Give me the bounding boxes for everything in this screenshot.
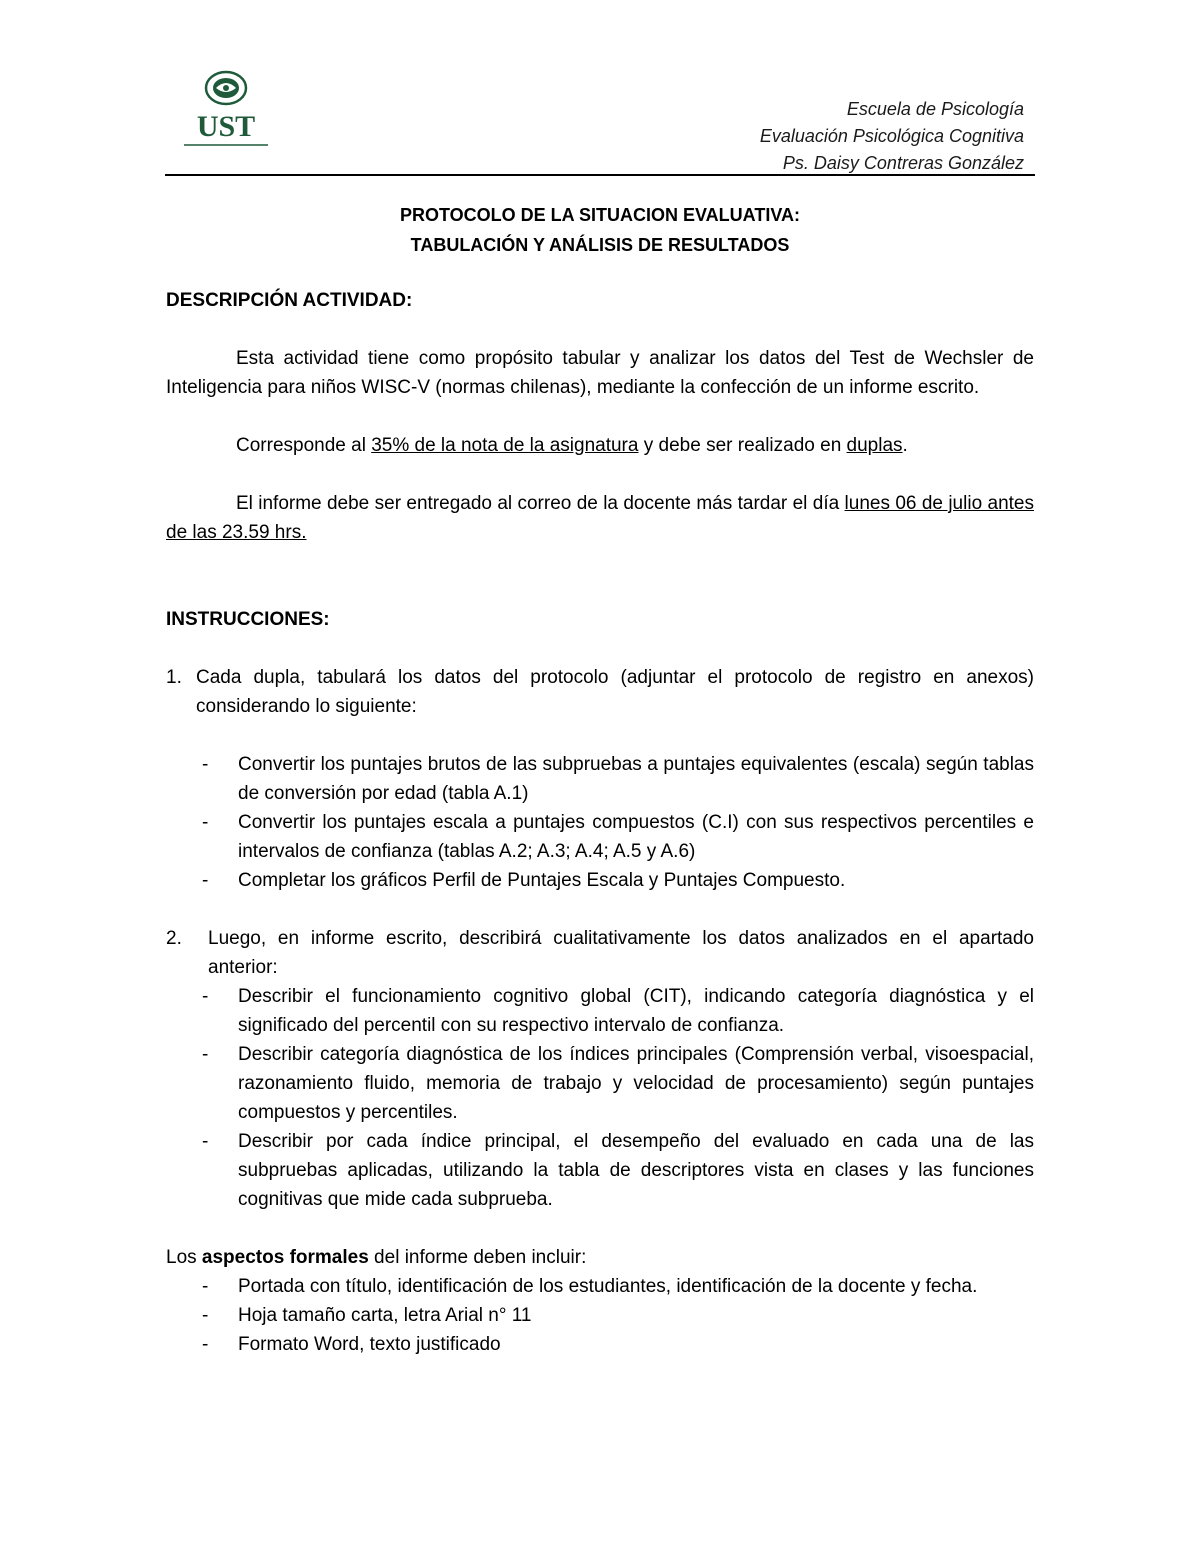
instruction-item-1: 1. Cada dupla, tabulará los datos del protocolo (adjuntar el protocolo de registro en anexos) considerando lo siguiente: — [166, 667, 1034, 717]
list-item: - Describir categoría diagnóstica de los índices principales (Comprensión verbal, visoespacial, razonamiento fluido, memoria de trabajo y velocidad de procesamiento) según puntajes compuestos y percentiles. — [202, 1044, 1034, 1123]
instruction-1-list — [166, 750, 1034, 895]
document-title — [165, 200, 1035, 260]
logo-text: UST — [196, 110, 256, 143]
title-line-2: TABULACIÓN Y ANÁLISIS DE RESULTADOS — [410, 235, 790, 255]
formales-list — [166, 1272, 1034, 1359]
deadline-note: lunes 06 de julio antes de las 23.59 hrs. — [166, 493, 1034, 543]
percentage-note: 35% de la nota de la asignatura — [371, 435, 639, 456]
list-item: - Convertir los puntajes brutos de las subpruebas a puntajes equivalentes (escala) según tablas de conversión por edad (tabla A.1) — [202, 754, 1034, 804]
list-item: - Describir por cada índice principal, el desempeño del evaluado en cada una de las subpruebas aplicadas, utilizando la tabla de descriptores vista en clases y las funciones cognitivas que mide cada subprueba. — [202, 1131, 1034, 1210]
list-item: - Describir el funcionamiento cognitivo global (CIT), indicando categoría diagnóstica y el significado del percentil con su respectivo intervalo de confianza. — [202, 986, 1034, 1036]
descripcion-heading: DESCRIPCIÓN ACTIVIDAD: — [166, 290, 413, 311]
formales-intro: Los aspectos formales del informe deben incluir: — [166, 1247, 587, 1268]
descripcion-paragraph-3: El informe debe ser entregado al correo de la docente más tardar el día lunes 06 de julio antes de las 23.59 hrs. — [166, 493, 1034, 543]
descripcion-paragraph-2: Corresponde al 35% de la nota de la asignatura y debe ser realizado en duplas. — [236, 435, 908, 456]
header-divider — [165, 174, 1035, 176]
instruction-item-2: 2. Luego, en informe escrito, describirá cualitativamente los datos analizados en el apartado anterior: — [166, 928, 1034, 978]
instruction-2-list — [166, 982, 1034, 1214]
header-info — [760, 96, 1024, 177]
title-line-1: PROTOCOLO DE LA SITUACION EVALUATIVA: — [400, 205, 800, 225]
course-name: Evaluación Psicológica Cognitiva — [759, 126, 1024, 146]
instrucciones-heading: INSTRUCCIONES: — [166, 609, 330, 630]
teacher-name: Ps. Daisy Contreras González — [782, 153, 1024, 173]
ust-logo — [178, 68, 274, 152]
list-item: - Completar los gráficos Perfil de Puntajes Escala y Puntajes Compuesto. — [202, 870, 846, 891]
list-item: - Portada con título, identificación de los estudiantes, identificación de la docente y fecha. — [202, 1276, 978, 1297]
school-name: Escuela de Psicología — [846, 99, 1024, 119]
list-item: - Formato Word, texto justificado — [202, 1334, 501, 1355]
list-item: - Convertir los puntajes escala a puntajes compuestos (C.I) con sus respectivos percentiles e intervalos de confianza (tablas A.2; A.3; A.4; A.5 y A.6) — [202, 812, 1034, 862]
list-item: - Hoja tamaño carta, letra Arial n° 11 — [202, 1305, 532, 1326]
descripcion-paragraph-1: Esta actividad tiene como propósito tabular y analizar los datos del Test de Wechsler de Inteligencia para niños WISC-V (normas chilenas), mediante la confección de un informe escrito. — [166, 348, 1034, 398]
document-body — [166, 286, 1034, 1359]
duplas-note: duplas — [846, 435, 903, 456]
formales-bold: aspectos formales — [201, 1247, 369, 1268]
